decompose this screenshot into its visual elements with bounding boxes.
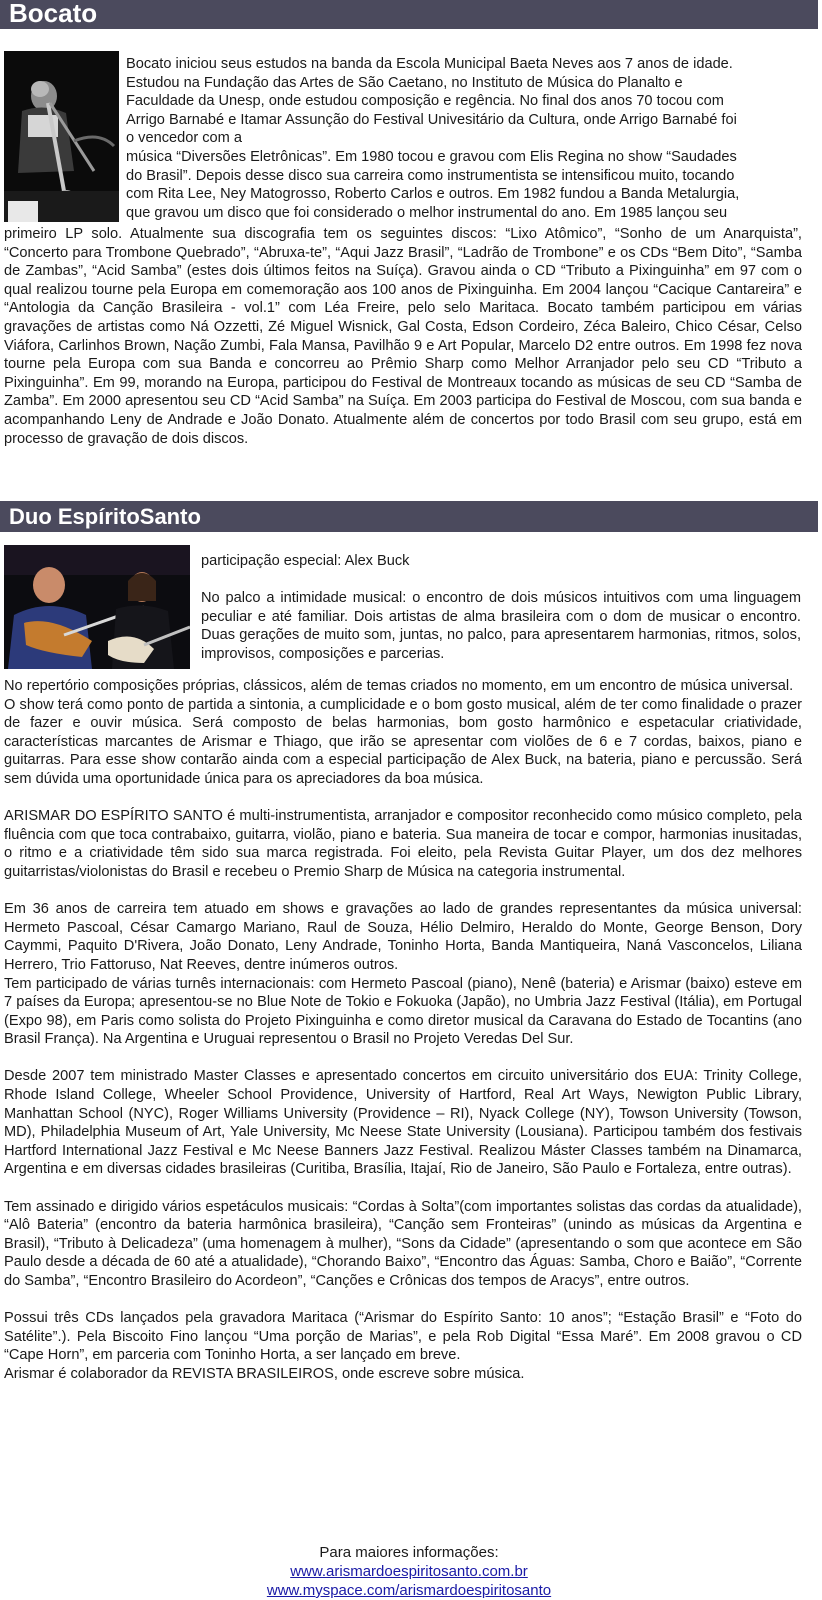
paragraph: Tem participado de várias turnês internacionais: com Hermeto Pascoal (piano), Nenê (bateria) e Arismar (baixo) esteve em 7 países da Europa; apresentou-se no Blue Note de Tokio e Fokuoka (Japão), no Umbria Jazz Festival (Itália), em Portugal (Expo 98), em Paris como solista do Projeto Pixinguinha e como diretor musical da Caravana do Estado de Tocantins (ano Brasil França). Na Argentina e Uruguai representou o Brasil no Projeto Veredas Del Sur. xyxy=(4,975,802,1048)
paragraph: Desde 2007 tem ministrado Master Classes e apresentado concertos em circuito universitário dos EUA: Trinity College, Rhode Island College, Wheeler School Providence, University of Hartford, Real Art Ways, Newigton Public Library, Manhattan School (NYC), Roger Williams University (Providence – RI), Nyack College (NY), Towson University (Towson, MD), Philadelphia Museum of Art, Yale University, Mc Neese State University (Lousiana). Participou também dos festivais Hartford International Jazz Festival e Mc Neese Banners Jazz Festival. Realizou Máster Classes também na Dinamarca, Argentina e em diversas cidades brasileiras (Curitiba, Brasília, Itajaí, Rio de Janeiro, São Paulo e Fortaleza, entre outras). xyxy=(4,1068,802,1178)
section-title: Bocato xyxy=(9,0,98,28)
section-title: Duo EspíritoSanto xyxy=(9,504,201,529)
text-line: o vencedor com a xyxy=(126,130,243,147)
paragraph: ARISMAR DO ESPÍRITO SANTO é multi-instrumentista, arranjador e compositor reconhecido como músico completo, pela fluência com que toca contrabaixo, guitarra, violão, piano e bateria. Sua maneira de tocar e compor, harmonias inusitadas, o ritmo e a criatividade têm sido sua marca registrada. Foi eleito, pela Revista Guitar Player, um dos dez melhores guitarristas/violonistas do Brasil e recebeu o Premio Sharp de Música na categoria instrumental. xyxy=(4,808,802,880)
bocato-photo-image xyxy=(4,51,119,222)
special-guest: participação especial: Alex Buck xyxy=(201,553,410,569)
website-link[interactable]: www.arismardoespiritosanto.com.br xyxy=(290,1563,528,1580)
paragraph: No repertório composições próprias, clássicos, além de temas criados no momento, em um encontro de música universal. xyxy=(4,678,794,694)
paragraph: Em 36 anos de carreira tem atuado em shows e gravações ao lado de grandes representantes da música universal: Hermeto Pascoal, César Camargo Mariano, Raul de Souza, Hélio Delmiro, Heraldo do Monte, George Benson, Dory Caymmi, Paquito D'Rivera, João Donato, Leny Andrade, Toninho Horta, Banda Mantiqueira, Naná Vasconcelos, Liliana Herrero, Trio Fattoruso, Nat Reeves, dentre inúmeros outros. xyxy=(4,901,802,973)
text-line: do Brasil”. Depois desse disco sua carreira como instrumentista se intensificou muito, tocando xyxy=(126,167,735,184)
footer-info-text: Para maiores informações: xyxy=(319,1544,499,1561)
bocato-intro xyxy=(126,55,802,222)
text-line: Faculdade da Unesp, onde estudou composição e regência. No final dos anos 70 tocou com xyxy=(126,93,724,110)
text-line: que gravou um disco que foi considerado o melhor instrumental do ano. Em 1985 lançou seu xyxy=(126,204,728,221)
paragraph: Possui três CDs lançados pela gravadora Maritaca (“Arismar do Espírito Santo: 10 anos”; “Estação Brasil” e “Foto do Satélite”.). Pela Biscoito Fino lançou “Uma porção de Marias”, e pela Rob Digital “Essa Maré”. Em 2008 gravou o CD “Cape Horn”, em parceria com Toninho Horta, a ser lançado em breve. xyxy=(4,1310,802,1364)
section-header-bocato xyxy=(0,0,818,29)
duo-photo-image xyxy=(4,545,190,669)
bocato-bio: primeiro LP solo. Atualmente sua discografia tem os seguintes discos: “Lixo Atômico”, “Sonho de um Anarquista”, “Concerto para Trombone Quebrado”, “Abruxa-te”, “Aqui Jazz Brasil”, “Ladrão de Trombone” e os CDs “Bem Dito”, “Samba de Zambas”, “Acid Samba” (estes dois últimos feitos na Suíça). Gravou ainda o CD “Tributo a Pixinguinha” em 97 com o qual realizou tourne pela Europa em comemoração aos 100 anos de Pixinguinha. Em 2004 lançou “Cacique Cantareira” e “Antologia da Canção Brasileira - vol.1” com Léa Freire, pelo selo Maritaca. Bocato também participou em várias gravações de artistas como Ná Ozzetti, Zé Miguel Wisnick, Gal Costa, Edson Cordeiro, Zéca Baleiro, Chico César, Celso Viáfora, Carlinhos Brown, Nação Zumbi, Fala Mansa, Pavilhão 9 e Art Popular, Marcelo D2 entre outros. Em 1998 fez nova tourne pela Europa com sua Banda e concorreu ao Prêmio Sharp como Melhor Arranjador pelo seu CD “Tributo a Pixinguinha”. Em 99, morando na Europa, participou do Festival de Montreaux tocando as músicas de seu CD “Samba de Zamba”. Em 2000 apresentou seu CD “Acid Samba” na Suíça. Em 2003 participa do Festival de Moscou, com sua banda e acompanhando Leny de Andrade e João Donato. Atualmente além de concertos por todo Brasil com seu grupo, está em processo de gravação de dois discos. xyxy=(4,226,802,447)
duo-intro: No palco a intimidade musical: o encontro de dois músicos intuitivos com uma linguagem peculiar e até familiar. Dois artistas de alma brasileira com o dom de musicar o encontro. Duas gerações de muito som, juntas, no palco, para apresentarem harmonias, ritmos, solos, improvisos, composições e parcerias. xyxy=(201,590,801,662)
paragraph: O show terá como ponto de partida a sintonia, a cumplicidade e o bom gosto musical, além de ter como finalidade o prazer de fazer e ouvir música. Será composto de belas harmonias, bom gosto harmônico e espetacular criatividade, características marcantes de Arismar e Thiago, que irão se apresentar com violões de 6 e 7 cordas, baixos, piano e guitarras. Para esse show contarão ainda com a especial participação de Alex Buck, na bateria, piano e percussão. Será sem dúvida uma oportunidade única para os apreciadores da boa música. xyxy=(4,696,802,787)
duo-bio xyxy=(4,677,802,1384)
bocato-photo xyxy=(4,51,119,222)
text-line: Arrigo Barnabé e Itamar Assunção do Festival Univesitário da Cultura, onde Arrigo Barnabé foi xyxy=(126,111,737,128)
myspace-link[interactable]: www.myspace.com/arismardoespiritosanto xyxy=(266,1582,552,1599)
paragraph: Tem assinado e dirigido vários espetáculos musicais: “Cordas à Solta”(com importantes solistas das cordas da atualidade), “Alô Bateria” (encontro da bateria harmônica brasileira), “Canção sem Fronteiras” (unindo as músicas da Argentina e Brasil), “Tributo à Delicadeza” (uma homenagem à mulher), “Sons da Cidade” (apresentando o som que acontece em São Paulo desde a década de 60 até a atualidade), “Chorando Baixo”, “Encontro das Águas: Samba, Choro e Baião”, “Corrente do Samba”, “Encontro Brasileiro do Acordeon”, “Canções e Crônicas dos tempos de Aracys”, entre outros. xyxy=(4,1198,802,1289)
duo-photo xyxy=(4,545,190,669)
text-line: Bocato iniciou seus estudos na banda da Escola Municipal Baeta Neves aos 7 anos de idade. xyxy=(126,56,733,72)
footer-info xyxy=(0,1543,818,1600)
paragraph: Arismar é colaborador da REVISTA BRASILEIROS, onde escreve sobre música. xyxy=(4,1365,525,1382)
section-header-duo xyxy=(0,501,818,532)
text-line: música “Diversões Eletrônicas”. Em 1980 tocou e gravou com Elis Regina no show “Saudades xyxy=(126,148,737,165)
text-line: com Rita Lee, Ney Matogrosso, Roberto Carlos e outros. Em 1982 fundou a Banda Metalurgia, xyxy=(126,186,740,203)
text-line: Estudou na Fundação das Artes de São Caetano, no Instituto de Música do Planalto e xyxy=(126,74,683,91)
